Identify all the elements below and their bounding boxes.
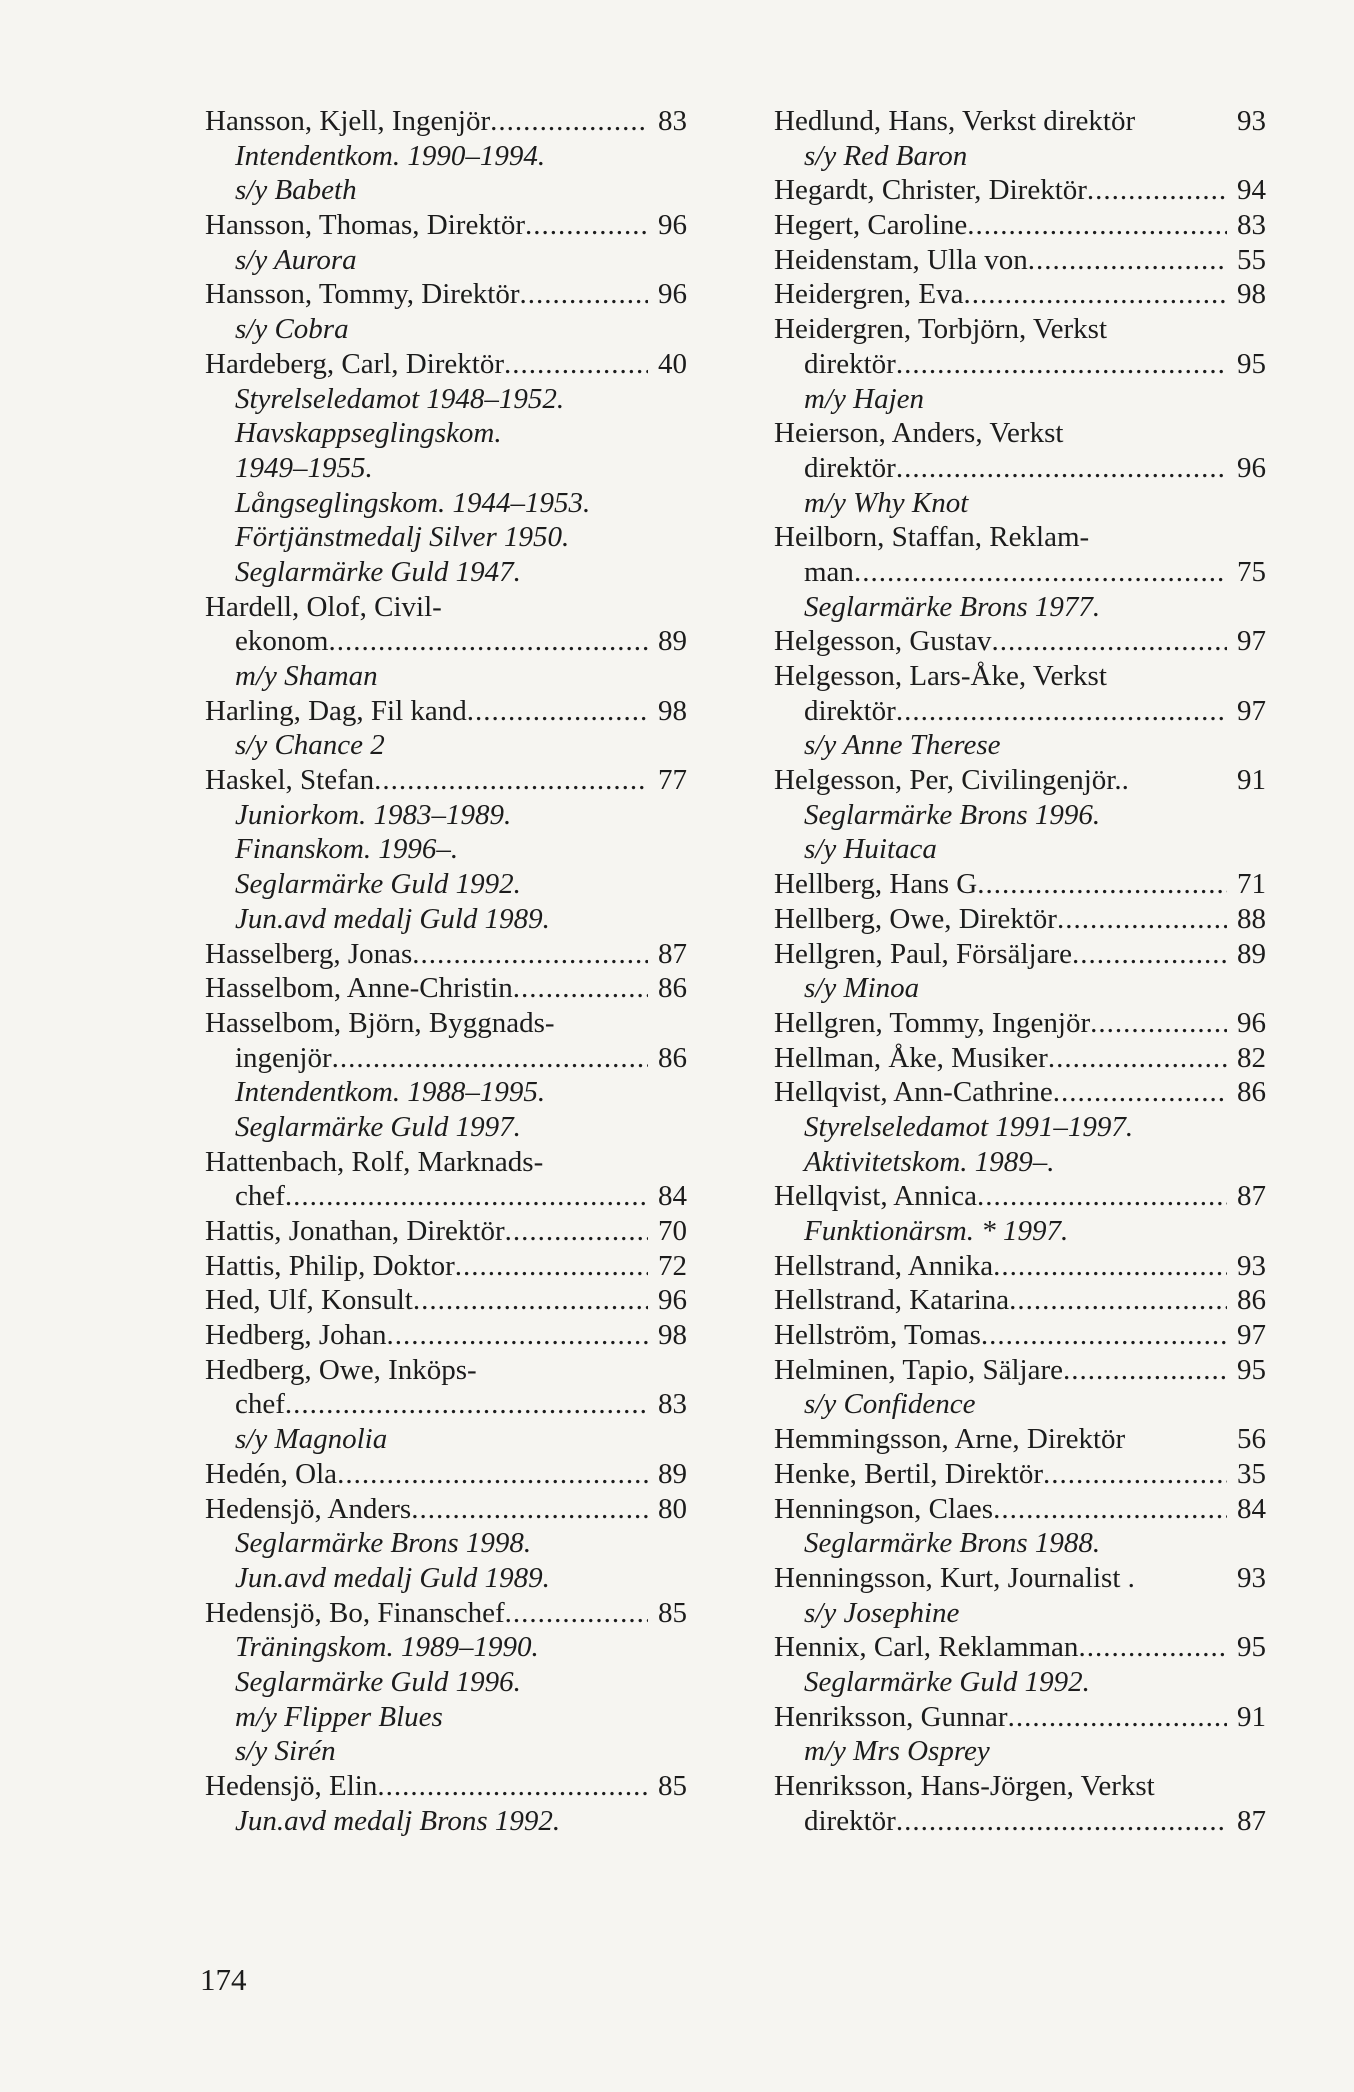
index-entry xyxy=(774,1457,1266,1492)
page-ref: 80 xyxy=(658,1492,687,1525)
page-ref: 98 xyxy=(1237,278,1266,311)
index-entry xyxy=(205,277,687,312)
page-ref: 98 xyxy=(658,694,687,727)
entry-text: Hattis, Jonathan, Direktör xyxy=(205,1215,505,1247)
page-ref: 91 xyxy=(1237,1700,1266,1733)
page-ref: 89 xyxy=(658,625,687,658)
entry-text: Styrelseledamot 1991–1997. xyxy=(804,1110,1134,1143)
entry-text: Jun.avd medalj Guld 1989. xyxy=(235,1561,550,1594)
page-ref: 86 xyxy=(1237,1076,1266,1109)
entry-text: Helgesson, Gustav xyxy=(774,625,992,658)
dot-leader xyxy=(991,624,1227,659)
dot-leader xyxy=(505,1214,648,1249)
entry-text: Seglarmärke Guld 1992. xyxy=(235,868,521,901)
page-ref: 97 xyxy=(1237,625,1266,658)
index-note xyxy=(205,867,687,902)
index-entry xyxy=(774,208,1266,243)
dot-leader xyxy=(1008,1700,1227,1735)
index-entry xyxy=(774,624,1266,659)
index-entry xyxy=(774,1804,1266,1839)
entry-text: Seglarmärke Brons 1996. xyxy=(804,798,1101,831)
index-entry xyxy=(205,937,687,972)
entry-text: Henningsson, Kurt, Journalist . xyxy=(774,1561,1135,1594)
entry-text: Hardell, Olof, Civil- xyxy=(205,590,442,623)
entry-text: Hansson, Kjell, Ingenjör xyxy=(205,105,491,137)
index-note xyxy=(774,1214,1266,1249)
entry-text: m/y Hajen xyxy=(804,382,924,415)
page-ref: 97 xyxy=(1237,1319,1266,1352)
index-entry xyxy=(774,277,1266,312)
entry-text: Hardeberg, Carl, Direktör xyxy=(205,347,505,380)
entry-text: Seglarmärke Brons 1977. xyxy=(804,590,1101,623)
dot-leader xyxy=(505,1596,648,1631)
entry-text: Aktivitetskom. 1989–. xyxy=(804,1145,1055,1178)
entry-text: Hegardt, Christer, Direktör xyxy=(774,174,1087,207)
index-entry xyxy=(205,624,687,659)
dot-leader xyxy=(896,694,1227,729)
page-ref: 96 xyxy=(658,1284,687,1317)
index-note xyxy=(774,1734,1266,1769)
page-ref: 96 xyxy=(658,209,687,242)
entry-text: m/y Shaman xyxy=(235,660,378,692)
dot-leader xyxy=(490,104,648,139)
entry-text: Hansson, Tommy, Direktör xyxy=(205,278,520,311)
dot-leader xyxy=(1048,1041,1227,1076)
index-entry xyxy=(774,451,1266,486)
index-entry xyxy=(774,555,1266,590)
entry-text: s/y Babeth xyxy=(235,174,357,207)
index-entry xyxy=(774,694,1266,729)
dot-leader xyxy=(412,937,648,972)
entry-text: Träningskom. 1989–1990. xyxy=(235,1631,539,1664)
entry-text: Seglarmärke Guld 1947. xyxy=(235,555,521,588)
entry-text: 1949–1955. xyxy=(235,451,373,484)
entry-text: Henningson, Claes xyxy=(774,1492,994,1525)
page-ref: 86 xyxy=(658,1041,687,1074)
dot-leader xyxy=(1057,902,1227,937)
dot-leader xyxy=(377,1769,648,1804)
index-entry xyxy=(774,243,1266,278)
entry-text: Funktionärsm. * 1997. xyxy=(804,1215,1069,1247)
index-note xyxy=(205,451,687,486)
entry-text: Seglarmärke Brons 1988. xyxy=(804,1527,1101,1560)
index-entry xyxy=(205,1318,687,1353)
entry-text: Hedensjö, Anders xyxy=(205,1492,412,1525)
entry-text: ekonom xyxy=(235,625,329,658)
index-entry xyxy=(205,1006,687,1041)
index-entry xyxy=(774,659,1266,694)
entry-text: Hattenbach, Rolf, Marknads- xyxy=(205,1145,544,1178)
entry-text: Helgesson, Per, Civilingenjör.. xyxy=(774,764,1129,797)
entry-text: Hedlund, Hans, Verkst direktör xyxy=(774,105,1136,137)
index-note xyxy=(205,659,687,694)
entry-text: m/y Mrs Osprey xyxy=(804,1735,990,1768)
page-ref: 86 xyxy=(1237,1284,1266,1317)
page-ref: 71 xyxy=(1237,868,1266,901)
index-entry xyxy=(774,902,1266,937)
entry-text: Hedberg, Johan xyxy=(205,1319,387,1352)
dot-leader xyxy=(1090,1006,1227,1041)
index-entry xyxy=(774,1283,1266,1318)
page-ref: 89 xyxy=(658,1457,687,1490)
entry-text: direktör xyxy=(804,347,896,380)
index-entry xyxy=(205,104,687,139)
entry-text: s/y Minoa xyxy=(804,972,920,1005)
index-column-left xyxy=(205,104,687,1838)
index-entry xyxy=(205,208,687,243)
entry-text: Hansson, Thomas, Direktör xyxy=(205,209,526,242)
index-note xyxy=(205,139,687,174)
dot-leader xyxy=(1053,1075,1227,1110)
index-note xyxy=(205,1665,687,1700)
index-entry xyxy=(774,312,1266,347)
index-entry xyxy=(774,1006,1266,1041)
index-note xyxy=(774,139,1266,174)
index-entry xyxy=(774,1492,1266,1527)
dot-leader xyxy=(1063,1353,1227,1388)
index-entry xyxy=(205,763,687,798)
index-note xyxy=(774,728,1266,763)
dot-leader xyxy=(337,1457,648,1492)
index-note xyxy=(205,1110,687,1145)
index-entry xyxy=(205,1179,687,1214)
entry-text: Hasselberg, Jonas xyxy=(205,937,413,970)
dot-leader xyxy=(328,624,648,659)
index-column-right xyxy=(774,104,1266,1838)
index-entry xyxy=(205,1492,687,1527)
entry-text: Helminen, Tapio, Säljare xyxy=(774,1353,1063,1386)
index-entry xyxy=(205,1457,687,1492)
index-entry xyxy=(774,1700,1266,1735)
entry-text: Henke, Bertil, Direktör xyxy=(774,1457,1043,1490)
page-ref: 87 xyxy=(1237,1804,1266,1837)
dot-leader xyxy=(332,1041,648,1076)
page-ref: 98 xyxy=(658,1319,687,1352)
entry-text: Seglarmärke Guld 1992. xyxy=(804,1665,1090,1698)
entry-text: Intendentkom. 1990–1994. xyxy=(235,139,546,172)
index-entry xyxy=(205,1769,687,1804)
index-note xyxy=(205,173,687,208)
entry-text: s/y Chance 2 xyxy=(235,729,385,762)
dot-leader xyxy=(520,277,648,312)
page-ref: 93 xyxy=(1237,1561,1266,1594)
dot-leader xyxy=(981,1318,1227,1353)
entry-text: Styrelseledamot 1948–1952. xyxy=(235,382,565,415)
index-note xyxy=(205,1804,687,1839)
entry-text: Henriksson, Hans-Jörgen, Verkst xyxy=(774,1770,1155,1802)
entry-text: Hellman, Åke, Musiker xyxy=(774,1041,1048,1074)
page-ref: 91 xyxy=(1237,764,1266,797)
dot-leader xyxy=(977,1179,1227,1214)
entry-text: Hedén, Ola xyxy=(205,1457,338,1490)
index-note xyxy=(205,312,687,347)
page-ref: 93 xyxy=(1237,105,1266,137)
index-entry xyxy=(774,1353,1266,1388)
index-note xyxy=(205,1422,687,1457)
page-ref: 87 xyxy=(1237,1180,1266,1213)
page-ref: 94 xyxy=(1237,174,1266,207)
index-entry xyxy=(774,1075,1266,1110)
entry-text: chef xyxy=(235,1180,285,1213)
dot-leader xyxy=(413,1283,648,1318)
entry-text: direktör xyxy=(804,1804,896,1837)
entry-text: Långseglingskom. 1944–1953. xyxy=(235,486,591,519)
entry-text: m/y Why Knot xyxy=(804,486,969,519)
entry-text: Hemmingsson, Arne, Direktör xyxy=(774,1423,1126,1456)
index-note xyxy=(774,832,1266,867)
dot-leader xyxy=(285,1179,648,1214)
entry-text: Heierson, Anders, Verkst xyxy=(774,417,1064,450)
page-ref: 84 xyxy=(1237,1492,1266,1525)
page-ref: 56 xyxy=(1237,1423,1266,1456)
entry-text: Hedensjö, Bo, Finanschef xyxy=(205,1596,505,1629)
page-ref: 55 xyxy=(1237,243,1266,276)
dot-leader xyxy=(896,1804,1227,1839)
index-entry xyxy=(205,347,687,382)
index-entry xyxy=(774,1041,1266,1076)
entry-text: Henriksson, Gunnar xyxy=(774,1700,1008,1733)
entry-text: s/y Josephine xyxy=(804,1596,960,1629)
entry-text: Juniorkom. 1983–1989. xyxy=(235,798,512,831)
index-note xyxy=(774,590,1266,625)
entry-text: Intendentkom. 1988–1995. xyxy=(235,1076,546,1109)
page-ref: 86 xyxy=(658,972,687,1005)
entry-text: Seglarmärke Brons 1998. xyxy=(235,1527,532,1560)
index-entry xyxy=(205,590,687,625)
index-entry xyxy=(774,1179,1266,1214)
index-entry xyxy=(774,763,1266,798)
index-entry xyxy=(205,1041,687,1076)
entry-text: s/y Confidence xyxy=(804,1388,976,1421)
index-note xyxy=(774,1387,1266,1422)
index-entry xyxy=(205,1249,687,1284)
page-ref: 83 xyxy=(658,1388,687,1421)
dot-leader xyxy=(525,208,648,243)
dot-leader xyxy=(1087,173,1227,208)
index-entry xyxy=(774,1630,1266,1665)
index-note xyxy=(205,1075,687,1110)
page-number: 174 xyxy=(200,1962,247,1997)
entry-text: Hennix, Carl, Reklamman xyxy=(774,1631,1079,1664)
index-note xyxy=(205,1700,687,1735)
index-note xyxy=(205,520,687,555)
index-note xyxy=(205,486,687,521)
index-note xyxy=(774,1145,1266,1180)
dot-leader xyxy=(374,763,648,798)
index-entry xyxy=(205,1387,687,1422)
entry-text: Hellqvist, Ann-Cathrine xyxy=(774,1076,1053,1109)
entry-text: Seglarmärke Guld 1996. xyxy=(235,1665,521,1698)
index-note xyxy=(774,382,1266,417)
index-entry xyxy=(774,173,1266,208)
page-ref: 89 xyxy=(1237,937,1266,970)
entry-text: Heidenstam, Ulla von xyxy=(774,243,1028,276)
index-entry xyxy=(205,971,687,1006)
index-note xyxy=(774,971,1266,1006)
index-note xyxy=(205,555,687,590)
dot-leader xyxy=(896,451,1227,486)
entry-text: Hellberg, Owe, Direktör xyxy=(774,902,1057,935)
index-note xyxy=(205,1630,687,1665)
index-note xyxy=(205,1561,687,1596)
entry-text: direktör xyxy=(804,694,896,727)
page-ref: 72 xyxy=(658,1249,687,1282)
index-note xyxy=(205,1734,687,1769)
dot-leader xyxy=(1028,243,1227,278)
page-ref: 96 xyxy=(658,278,687,311)
index-entry xyxy=(774,347,1266,382)
entry-text: ingenjör xyxy=(235,1041,332,1074)
entry-text: Hattis, Philip, Doktor xyxy=(205,1249,455,1282)
entry-text: s/y Red Baron xyxy=(804,139,968,172)
dot-leader xyxy=(854,555,1227,590)
entry-text: Heilborn, Staffan, Reklam- xyxy=(774,521,1090,554)
index-entry xyxy=(774,416,1266,451)
entry-text: Hasselbom, Björn, Byggnads- xyxy=(205,1006,555,1039)
index-note xyxy=(774,798,1266,833)
entry-text: s/y Anne Therese xyxy=(804,729,1001,762)
index-entry xyxy=(205,1596,687,1631)
page-ref: 85 xyxy=(658,1596,687,1629)
index-entry xyxy=(205,1353,687,1388)
entry-text: man xyxy=(804,555,854,588)
entry-text: Finanskom. 1996–. xyxy=(235,833,459,866)
entry-text: Hellström, Tomas xyxy=(774,1319,981,1352)
page-ref: 70 xyxy=(658,1215,687,1247)
dot-leader xyxy=(1072,937,1227,972)
entry-text: Harling, Dag, Fil kand xyxy=(205,694,467,727)
index-note xyxy=(205,798,687,833)
page-ref: 95 xyxy=(1237,1353,1266,1386)
entry-text: Förtjänstmedalj Silver 1950. xyxy=(235,521,570,554)
entry-text: chef xyxy=(235,1388,285,1421)
index-entry xyxy=(205,1283,687,1318)
index-note xyxy=(205,416,687,451)
entry-text: Haskel, Stefan xyxy=(205,764,375,797)
dot-leader xyxy=(386,1318,648,1353)
index-entry xyxy=(774,104,1266,139)
index-note xyxy=(205,382,687,417)
entry-text: s/y Aurora xyxy=(235,243,357,276)
dot-leader xyxy=(967,208,1227,243)
dot-leader xyxy=(467,694,648,729)
dot-leader xyxy=(285,1387,648,1422)
entry-text: Havskappseglingskom. xyxy=(235,417,502,450)
dot-leader xyxy=(896,347,1227,382)
index-entry xyxy=(205,1145,687,1180)
entry-text: Hellgren, Tommy, Ingenjör xyxy=(774,1006,1091,1039)
entry-text: s/y Magnolia xyxy=(235,1423,388,1456)
page-ref: 85 xyxy=(658,1770,687,1802)
entry-text: s/y Cobra xyxy=(235,313,349,346)
dot-leader xyxy=(1009,1283,1227,1318)
entry-text: Hasselbom, Anne-Christin xyxy=(205,972,513,1005)
dot-leader xyxy=(1078,1630,1227,1665)
page-ref: 75 xyxy=(1237,555,1266,588)
entry-text: Hellberg, Hans G xyxy=(774,868,978,901)
index-entry xyxy=(205,1214,687,1249)
entry-text: s/y Sirén xyxy=(235,1735,336,1768)
entry-text: Hegert, Caroline xyxy=(774,209,968,242)
index-entry xyxy=(774,1318,1266,1353)
index-note xyxy=(774,1665,1266,1700)
page-ref: 40 xyxy=(658,347,687,380)
dot-leader xyxy=(504,347,648,382)
entry-text: s/y Huitaca xyxy=(804,833,937,866)
page-ref: 82 xyxy=(1237,1041,1266,1074)
dot-leader xyxy=(513,971,648,1006)
index-entry xyxy=(774,1249,1266,1284)
index-note xyxy=(205,832,687,867)
index-entry xyxy=(774,1561,1266,1596)
index-note xyxy=(205,1526,687,1561)
dot-leader xyxy=(964,277,1228,312)
index-entry xyxy=(774,1769,1266,1804)
index-note xyxy=(205,243,687,278)
dot-leader xyxy=(993,1492,1227,1527)
index-note xyxy=(774,486,1266,521)
index-note xyxy=(205,728,687,763)
entry-text: Hedensjö, Elin xyxy=(205,1770,378,1802)
page-ref: 83 xyxy=(1237,209,1266,242)
page-ref: 77 xyxy=(658,764,687,797)
page-ref: 97 xyxy=(1237,694,1266,727)
index-note xyxy=(205,902,687,937)
index-note xyxy=(774,1596,1266,1631)
entry-text: Jun.avd medalj Brons 1992. xyxy=(235,1804,561,1837)
index-entry xyxy=(774,937,1266,972)
dot-leader xyxy=(993,1249,1227,1284)
page-ref: 35 xyxy=(1237,1457,1266,1490)
page-ref: 87 xyxy=(658,937,687,970)
dot-leader xyxy=(411,1492,648,1527)
entry-text: Hellgren, Paul, Försäljare xyxy=(774,937,1072,970)
entry-text: Hed, Ulf, Konsult xyxy=(205,1284,413,1317)
entry-text: Helgesson, Lars-Åke, Verkst xyxy=(774,660,1107,692)
entry-text: Seglarmärke Guld 1997. xyxy=(235,1110,521,1143)
index-entry xyxy=(774,520,1266,555)
entry-text: Jun.avd medalj Guld 1989. xyxy=(235,902,550,935)
entry-text: direktör xyxy=(804,451,896,484)
page-ref: 96 xyxy=(1237,451,1266,484)
entry-text: m/y Flipper Blues xyxy=(235,1700,443,1733)
entry-text: Heidergren, Torbjörn, Verkst xyxy=(774,313,1108,346)
entry-text: Hellstrand, Katarina xyxy=(774,1284,1010,1317)
index-entry xyxy=(205,694,687,729)
page-ref: 93 xyxy=(1237,1249,1266,1282)
index-entry xyxy=(774,867,1266,902)
entry-text: Heidergren, Eva xyxy=(774,278,964,311)
entry-text: Hellstrand, Annika xyxy=(774,1249,994,1282)
page-ref: 95 xyxy=(1237,347,1266,380)
entry-text: Hedberg, Owe, Inköps- xyxy=(205,1353,477,1386)
index-note xyxy=(774,1110,1266,1145)
index-entry xyxy=(774,1422,1266,1457)
page-ref: 95 xyxy=(1237,1631,1266,1664)
dot-leader xyxy=(1043,1457,1227,1492)
dot-leader xyxy=(455,1249,648,1284)
page-ref: 84 xyxy=(658,1180,687,1213)
entry-text: Hellqvist, Annica xyxy=(774,1180,977,1213)
index-note xyxy=(774,1526,1266,1561)
page-ref: 88 xyxy=(1237,902,1266,935)
dot-leader xyxy=(977,867,1227,902)
page-ref: 83 xyxy=(658,105,687,137)
page-ref: 96 xyxy=(1237,1006,1266,1039)
